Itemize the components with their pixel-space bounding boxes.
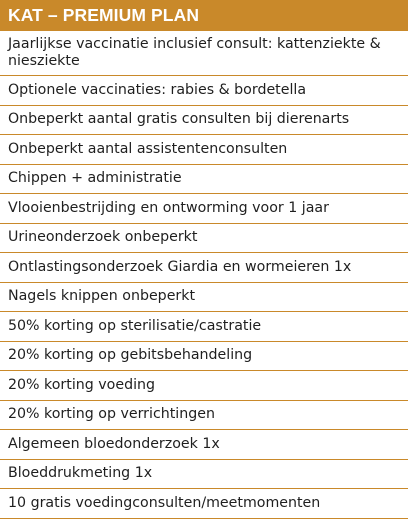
feature-item: 10 gratis voedingconsulten/meetmomenten: [0, 489, 408, 519]
plan-title: KAT – PREMIUM PLAN: [0, 0, 408, 31]
feature-item: Ontlastingsonderzoek Giardia en wormeieren 1x: [0, 253, 408, 283]
feature-list: [0, 31, 408, 519]
feature-item: Jaarlijkse vaccinatie inclusief consult: kattenziekte & niesziekte: [0, 31, 408, 76]
feature-item: 20% korting op gebitsbehandeling: [0, 342, 408, 372]
feature-item: Vlooienbestrijding en ontworming voor 1 jaar: [0, 194, 408, 224]
feature-item: Onbeperkt aantal assistentenconsulten: [0, 135, 408, 165]
feature-item: Bloeddrukmeting 1x: [0, 460, 408, 490]
feature-item: Chippen + administratie: [0, 165, 408, 195]
feature-item: Optionele vaccinaties: rabies & bordetella: [0, 76, 408, 106]
feature-item: 50% korting op sterilisatie/castratie: [0, 312, 408, 342]
feature-item: 20% korting voeding: [0, 371, 408, 401]
feature-item: 20% korting op verrichtingen: [0, 401, 408, 431]
feature-item: Algemeen bloedonderzoek 1x: [0, 430, 408, 460]
feature-item: Onbeperkt aantal gratis consulten bij dierenarts: [0, 106, 408, 136]
feature-item: Urineonderzoek onbeperkt: [0, 224, 408, 254]
feature-item: Nagels knippen onbeperkt: [0, 283, 408, 313]
